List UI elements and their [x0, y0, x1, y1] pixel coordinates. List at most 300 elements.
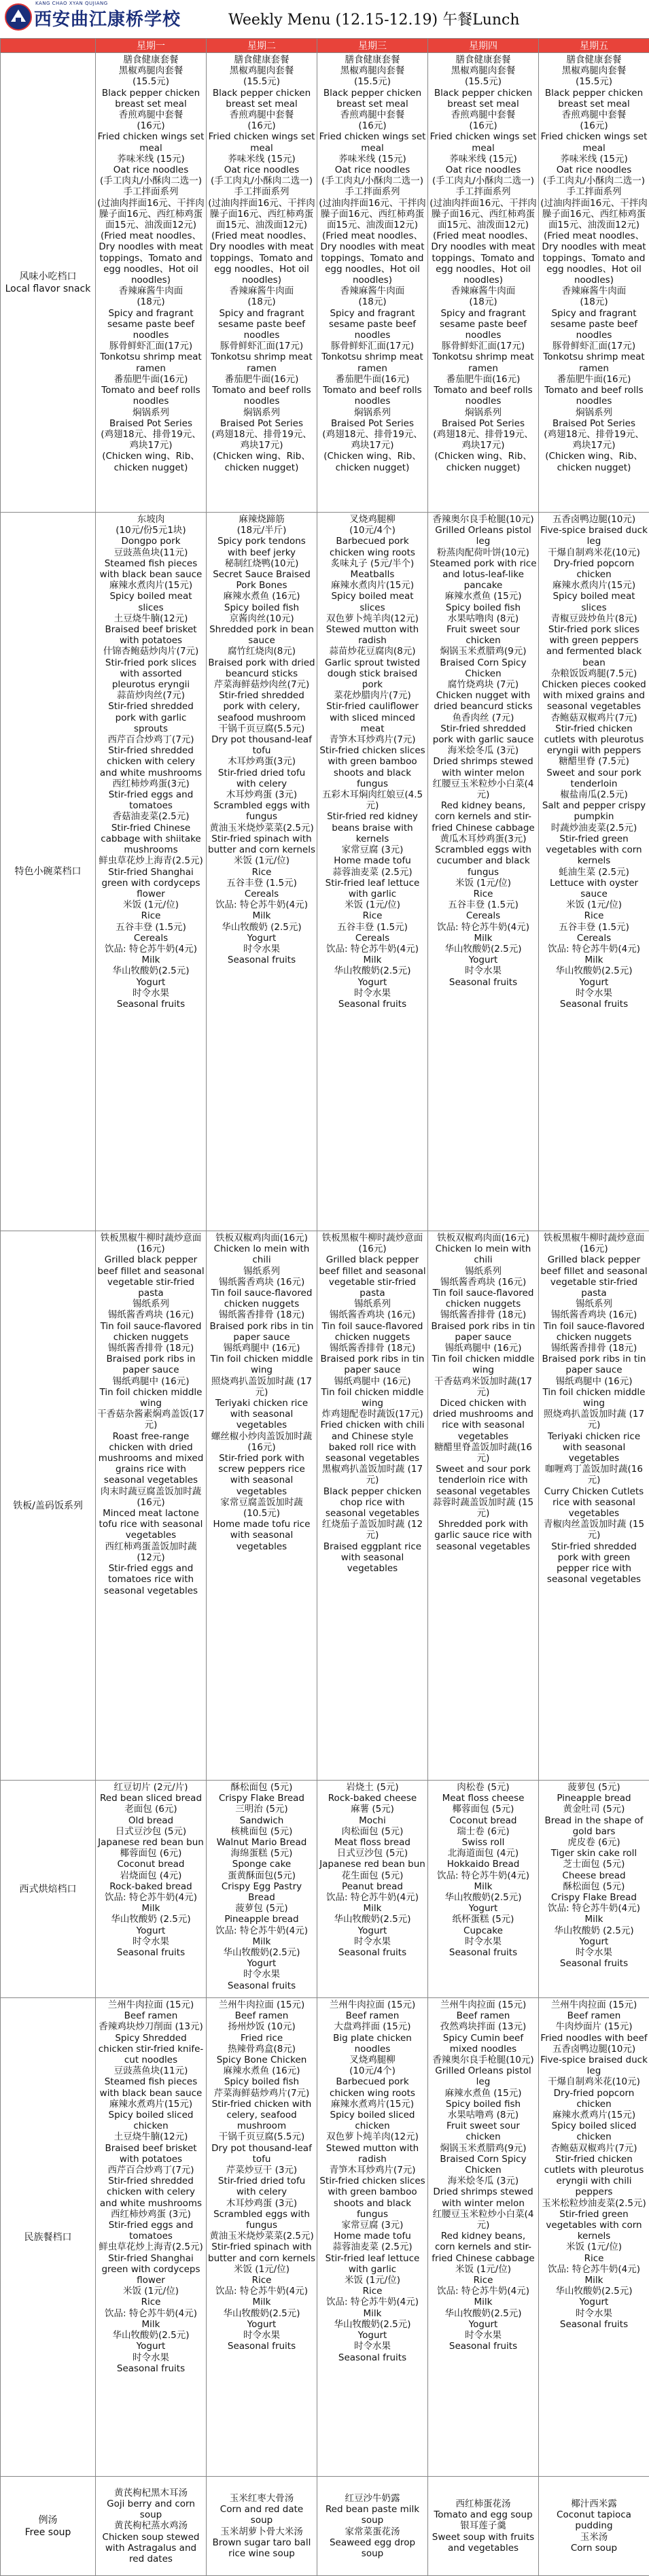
- menu-item-line: Grilled Orleans pistol leg: [435, 2065, 531, 2088]
- menu-item-line: Red kidney beans, corn kernels and stir-fried Chinese cabbage: [432, 800, 535, 834]
- menu-item-line: Stir-fried spinach with butter and corn kernels: [208, 833, 315, 856]
- menu-item-line: Milk: [363, 1903, 382, 1914]
- menu-item-line: Tonkotsu shrimp meat ramen: [100, 351, 202, 374]
- menu-item-line: 麻薯 (5元): [351, 1804, 394, 1815]
- menu-item-line: Braised beef brisket with potatoes: [105, 624, 197, 647]
- menu-item-line: 锡纸鸡腿中 (16元): [334, 1375, 411, 1387]
- menu-item-line: Tomato and beef rolls noodles: [212, 385, 311, 407]
- menu-item-line: Braised Corn Spicy Chicken: [440, 657, 527, 679]
- menu-item-line: (Chicken wing、Rib、chicken nugget): [545, 451, 643, 473]
- menu-cell: [317, 513, 428, 1231]
- menu-item-line: 牛肉炒面片 (15元): [555, 2021, 633, 2033]
- menu-item-line: Rice: [141, 910, 161, 922]
- menu-item-line: 青笋木耳炒鸡片(7元): [329, 734, 416, 746]
- menu-item-line: 水果咕噜肉 (8元): [447, 613, 519, 624]
- menu-item-line: Chicken pieces cooked with mixed grains and seasonal vegetables: [542, 679, 646, 712]
- menu-item-line: 饮品: 特仑苏牛奶(4元): [105, 2307, 197, 2319]
- menu-item-line: Tiger skin cake roll: [550, 1848, 637, 1859]
- menu-item-line: 三明治 (5元): [235, 1804, 288, 1815]
- menu-item-line: 红腰豆玉米粒炒小白菜(4元): [432, 778, 534, 801]
- menu-item-line: 米饭 (1元/位): [566, 2242, 622, 2253]
- menu-item-line: 华山牧酸奶(2.5元): [555, 965, 633, 977]
- menu-item-line: (16元): [247, 120, 276, 132]
- menu-item-line: Chicken nugget with dried beancurd sticks: [434, 690, 533, 712]
- menu-item-line: Milk: [474, 932, 493, 944]
- menu-item-line: 饮品: 特仑苏牛奶(4元): [215, 2286, 308, 2297]
- menu-item-line: (鸡翅18元、排骨19元、鸡块17元): [211, 428, 312, 451]
- menu-item-line: 椰蓉面包 (5元): [452, 1804, 514, 1815]
- menu-item-line: 香煎鸡腿中套餐: [340, 109, 405, 121]
- menu-item-line: Spicy boiled sliced chicken: [108, 2110, 194, 2132]
- menu-item-line: 手工拌面系列: [345, 186, 400, 198]
- station-row: [1, 1781, 649, 1998]
- menu-item-line: Beef ramen: [456, 2010, 510, 2022]
- menu-item-line: Seaweed egg drop soup: [329, 2537, 416, 2559]
- menu-item-line: Seasonal fruits: [338, 1947, 407, 1959]
- school-name: 西安曲江康桥学校: [34, 10, 181, 30]
- menu-item-line: 香煎鸡腿中套餐: [451, 109, 516, 121]
- menu-cell: [539, 1998, 649, 2477]
- menu-item-line: (鸡翅18元、排骨19元、鸡块17元): [101, 428, 201, 451]
- menu-item-line: 蒜蓉时蔬盖饭加时蔬 (15元): [432, 1496, 534, 1519]
- menu-item-line: 干爆自制鸡米花(10元): [548, 547, 640, 558]
- menu-item-line: 兰州牛肉拉面 (15元): [440, 1999, 527, 2010]
- menu-item-line: 粉蒸肉配荷叶饼(10元): [437, 547, 529, 558]
- menu-item-line: 焖锅系列: [133, 407, 169, 418]
- menu-item-line: Barbecued pork chicken wing roots: [330, 536, 415, 558]
- menu-item-line: Braised pork ribs in tin paper sauce: [320, 1354, 425, 1376]
- menu-item-line: Stir-fried green vegetables with corn kernels: [546, 2208, 642, 2242]
- menu-item-line: Seasonal fruits: [559, 1958, 629, 1970]
- menu-item-line: Stir-fried chicken with celery, seafood mushroom: [211, 2098, 312, 2132]
- station-row: [1, 1231, 649, 1781]
- menu-item-line: 热辣骨鸡盒(8元): [227, 2043, 296, 2055]
- menu-item-line: 豚骨鲜虾汇面(17元): [220, 341, 304, 352]
- menu-item-line: 杏鲍菇双椒鸡片(7元): [550, 712, 637, 723]
- menu-item-line: 锡纸酱香排骨 (18元): [550, 1343, 637, 1354]
- menu-item-line: Stewed mutton with radish: [326, 2142, 419, 2165]
- menu-item-line: Steamed fish pieces with black bean sauce: [99, 557, 203, 581]
- menu-item-line: 麻辣水煮鸡片(15元): [552, 2110, 636, 2121]
- menu-item-line: 酥松面包 (5元): [563, 1881, 625, 1892]
- menu-item-line: 荞味米线 (15元): [560, 153, 628, 165]
- menu-cell: [96, 2477, 207, 2576]
- menu-item-line: Big plate chicken noodles: [333, 2032, 412, 2055]
- station-label: [1, 1781, 96, 1998]
- day-header: 星期五: [539, 39, 649, 53]
- menu-item-line: Lettuce with oyster sauce: [549, 877, 639, 899]
- menu-item-line: 饮品: 特仑苏牛奶(4元): [437, 1870, 529, 1881]
- menu-item-line: Seasonal fruits: [227, 1980, 296, 1991]
- menu-item-line: Fruit sweet sour chicken: [446, 624, 520, 647]
- menu-item-line: 京酱肉丝(10元): [229, 613, 294, 624]
- menu-item-line: Yogurt: [136, 1925, 166, 1936]
- menu-item-line: 黑椒鸡腿肉套餐: [229, 65, 294, 77]
- menu-item-line: Grilled black pepper beef fillet and seasonal vegetable stir-fried pasta: [540, 1254, 648, 1299]
- menu-item-line: 五谷丰登 (1.5元): [337, 921, 408, 933]
- menu-item-line: Stir-fried spinach with butter and corn kernels: [208, 2242, 315, 2264]
- menu-item-line: Corn and red date soup: [220, 2504, 304, 2526]
- menu-item-line: Mochi: [359, 1815, 386, 1826]
- menu-item-line: Milk: [584, 1914, 603, 1925]
- menu-item-line: Barbecued pork chicken wing roots: [330, 2076, 415, 2099]
- menu-item-line: Grilled Orleans pistol leg: [435, 525, 531, 547]
- menu-item-line: 纸杯蛋糕 (5元): [452, 1914, 514, 1925]
- menu-item-line: Beef ramen: [124, 2010, 178, 2022]
- station-label-line: 铁板/盖码饭系列: [13, 1500, 83, 1511]
- menu-item-line: Japanese red bean bun: [319, 1859, 425, 1870]
- menu-item-line: 手工拌面系列: [566, 186, 622, 198]
- menu-item-line: 时令水果: [465, 2330, 502, 2341]
- menu-item-line: 时令水果: [354, 987, 391, 999]
- menu-item-line: 五谷丰登 (1.5元): [226, 877, 297, 889]
- menu-item-line: 时令水果: [133, 1936, 169, 1947]
- menu-item-line: 锡纸鸡腿中 (16元): [223, 1343, 300, 1354]
- menu-cell: [96, 513, 207, 1231]
- menu-item-line: Rice: [584, 2252, 604, 2264]
- menu-item-line: Tonkotsu shrimp meat ramen: [432, 351, 534, 374]
- menu-item-line: 锡纸鸡腿中 (16元): [444, 1343, 522, 1354]
- day-header: 星期一: [96, 39, 207, 53]
- menu-item-line: 华山牧酸奶 (2.5元): [554, 1925, 634, 1936]
- menu-item-line: Braised Pot Series: [220, 417, 304, 429]
- menu-item-line: 饮品: 特仑苏牛奶(4元): [548, 943, 640, 955]
- menu-item-line: 锡纸系列: [354, 1299, 391, 1310]
- menu-item-line: Crispy Flake Bread: [219, 1793, 304, 1804]
- menu-item-line: Braised Pot Series: [441, 417, 525, 429]
- menu-item-line: Grilled black pepper beef fillet and seasonal vegetable stir-fried pasta: [319, 1254, 426, 1299]
- menu-item-line: Old bread: [128, 1815, 174, 1826]
- menu-item-line: Goji berry and corn soup: [107, 2498, 195, 2521]
- menu-item-line: 炸鸡翅配卷时蔬饭(17元): [321, 1409, 423, 1420]
- menu-item-line: 酥松面包 (5元): [230, 1782, 293, 1793]
- menu-item-line: Scrambled eggs with cucumber and black fungus: [435, 844, 531, 878]
- menu-item-line: 米饭 (1元/位): [234, 2263, 290, 2275]
- menu-item-line: Fried chicken wings set meal: [429, 131, 537, 154]
- menu-item-line: 香辣麻酱牛肉面: [561, 286, 627, 297]
- menu-item-line: 麻辣水煮鸡片(15元): [330, 2098, 415, 2110]
- menu-item-line: 华山牧酸奶(2.5元): [555, 2286, 633, 2297]
- menu-cell: [317, 1231, 428, 1781]
- menu-item-line: Stir-fried shredded pork with garlic sprouts: [108, 701, 194, 734]
- menu-item-line: 五谷丰登 (1.5元): [448, 899, 519, 911]
- menu-item-line: 家常豆腐 (3元): [341, 2220, 404, 2231]
- menu-item-line: Spicy boiled fish: [445, 602, 521, 613]
- menu-item-line: 玉米汤: [580, 2531, 608, 2543]
- menu-item-line: 蒜蓉油麦菜 (2.5元): [332, 866, 413, 878]
- menu-item-line: 日式豆沙包 (5元): [336, 1848, 408, 1859]
- menu-item-line: (手工肉丸/小酥肉二选一): [432, 175, 535, 187]
- day-header: 星期二: [207, 39, 317, 53]
- menu-item-line: Spicy boiled meat slices: [331, 591, 414, 613]
- menu-item-line: (鸡翅18元、排骨19元、鸡块17元): [322, 428, 423, 451]
- menu-item-line: Scrambled eggs with fungus: [213, 800, 310, 823]
- menu-item-line: Cereals: [355, 932, 390, 944]
- menu-item-line: Tonkotsu shrimp meat ramen: [211, 351, 313, 374]
- menu-item-line: 糖醋里脊盖饭加时蔬(16元): [434, 1441, 532, 1464]
- menu-item-line: 糖醋里脊 (7.5元): [559, 756, 629, 768]
- menu-item-line: 米饭 (1元/位): [566, 899, 622, 911]
- menu-item-line: Rock-baked cheese: [328, 1793, 417, 1804]
- menu-item-line: (18元): [247, 296, 276, 308]
- menu-item-line: Stir-fried Shanghai green with cordyceps flower: [101, 2252, 200, 2286]
- menu-cell: [207, 1231, 317, 1781]
- menu-item-line: 饮品: 特仑苏牛奶(4元): [105, 1892, 197, 1904]
- menu-item-line: Curry Chicken Cutlets rice with seasonal vegetables: [544, 1486, 644, 1519]
- menu-item-line: 腐竹烧鸡块 (7元): [447, 679, 519, 691]
- menu-item-line: Seasonal fruits: [449, 1947, 518, 1959]
- menu-item-line: 华山牧酸奶(2.5元): [444, 1892, 522, 1904]
- menu-item-line: Spicy boiled sliced chicken: [330, 2110, 415, 2132]
- menu-item-line: 炙味丸子 (5元/半个): [330, 557, 415, 569]
- menu-item-line: 锡纸系列: [133, 1299, 169, 1310]
- menu-item-line: Oat rice noodles: [224, 165, 300, 176]
- menu-item-line: 核桃面包 (5元): [230, 1825, 293, 1837]
- menu-item-line: Stir-fried red kidney beans braise with kernels: [327, 811, 418, 844]
- menu-item-line: 米饭 (1元/位): [455, 2263, 511, 2275]
- menu-item-line: 五彩木耳焖肉红娘豆(4.5元): [321, 789, 423, 812]
- menu-item-line: 西芹百合炒鸡丁(7元): [107, 2165, 194, 2176]
- menu-item-line: 饮品: 特仑苏牛奶(4元): [215, 1925, 308, 1936]
- menu-item-line: Teriyaki chicken rice with seasonal vegetables: [215, 1398, 309, 1431]
- menu-title: Weekly Menu (12.15-12.19) 午餐Lunch: [228, 12, 520, 29]
- menu-item-line: Dongpo pork: [121, 536, 181, 547]
- menu-item-line: Tonkotsu shrimp meat ramen: [543, 351, 645, 374]
- station-label-line: 例汤: [38, 2514, 58, 2526]
- menu-item-line: Dry pot thousand-leaf tofu: [211, 2142, 312, 2165]
- menu-item-line: 玉米胡萝卜骨大米汤: [220, 2526, 303, 2537]
- menu-cell: [539, 2477, 649, 2576]
- menu-item-line: 鲜虫草花炒上海青(2.5元): [99, 2242, 203, 2253]
- menu-item-line: 芝士面包 (5元): [563, 1859, 625, 1870]
- menu-item-line: Sweet and sour pork tenderloin rice with seasonal vegetables: [436, 1464, 531, 1497]
- menu-item-line: 干香菇鸡米饭加时蔬(17元): [434, 1375, 532, 1398]
- menu-item-line: Stir-fried chicken slices with green bamboo shoots and black fungus: [319, 2176, 425, 2220]
- menu-item-line: Stir-fried pork slices with green peppers and fermented black bean: [546, 624, 642, 668]
- menu-cell: [428, 1998, 539, 2477]
- menu-item-line: Tonkotsu shrimp meat ramen: [321, 351, 423, 374]
- menu-item-line: 华山牧酸奶(2.5元): [223, 1947, 300, 1959]
- menu-item-line: (Fried meat noodles、Dry noodles with meat toppings、Tomato and egg noodles、Hot oil noodles): [209, 230, 314, 286]
- menu-item-line: (18元): [469, 296, 497, 308]
- menu-item-line: 蒜蓉油麦菜 (2.5元): [332, 2242, 413, 2253]
- menu-item-line: 咖喱鸡丁盖饭加时蔬(16元): [545, 1464, 643, 1486]
- menu-item-line: 岩烧土 (5元): [346, 1782, 399, 1793]
- menu-header: [0, 0, 649, 39]
- menu-cell: [317, 2477, 428, 2576]
- menu-item-line: Stir-fried Chinese cabbage with shiitake mushrooms: [101, 822, 201, 856]
- station-label-line: 风味小吃档口: [19, 271, 77, 282]
- menu-cell: [207, 53, 317, 513]
- menu-item-line: 杂粮饭饭鸡腿(7.5元): [550, 668, 637, 679]
- menu-item-line: 土豆烧牛腩(12元): [113, 613, 188, 624]
- menu-item-line: Seasonal fruits: [116, 998, 186, 1010]
- menu-item-line: Tin foil chicken middle wing: [210, 1354, 313, 1376]
- menu-item-line: (手工肉丸/小酥肉二选一): [99, 175, 203, 187]
- menu-item-line: (过油肉拌面16元、干拌肉臊子面16元、西红柿鸡蛋面15元、油泼面12元): [540, 197, 648, 231]
- menu-item-line: 芹菜炒豆干 (3元): [226, 2165, 298, 2176]
- menu-item-line: 红豆沙牛奶露: [345, 2492, 400, 2504]
- menu-item-line: Yogurt: [136, 2341, 166, 2352]
- menu-item-line: 家常豆腐盖饭加时蔬 (10.5元): [220, 1496, 303, 1519]
- menu-item-line: 麻辣烧蹄筋: [239, 514, 285, 525]
- menu-item-line: 鲜虫草花炒上海青(2.5元): [99, 855, 203, 867]
- menu-item-line: Red bean paste milk soup: [325, 2504, 420, 2526]
- school-name-en: KANG CHAO XYAN QUJIANG: [35, 1, 108, 6]
- menu-item-line: (18元/半斤): [236, 525, 287, 536]
- menu-item-line: Yogurt: [468, 2318, 498, 2330]
- menu-item-line: (16元): [358, 120, 387, 132]
- menu-item-line: (10元/份5元1块): [116, 525, 186, 536]
- menu-item-line: Garlic sprout twisted dough stick braised pork: [324, 657, 421, 691]
- menu-item-line: 黄芪枸杞蒸水鸡汤: [114, 2520, 188, 2532]
- menu-item-line: 青笋木耳炒鸡片(7元): [329, 2165, 416, 2176]
- menu-item-line: 时令水果: [243, 2330, 280, 2341]
- menu-item-line: Sandwich: [239, 1815, 284, 1826]
- menu-item-line: 鱼香肉丝 (7元): [452, 712, 514, 723]
- menu-item-line: Braised Pot Series: [330, 417, 415, 429]
- menu-item-line: 锡纸酱香排骨 (18元): [218, 1309, 305, 1321]
- menu-item-line: 锡纸鸡腿中 (16元): [112, 1375, 190, 1387]
- station-label-line: Free soup: [24, 2526, 71, 2538]
- menu-item-line: Yogurt: [468, 955, 498, 966]
- menu-item-line: Diced chicken with dried mushrooms and rice with seasonal vegetables: [433, 1398, 533, 1442]
- menu-item-line: Seasonal fruits: [116, 1947, 186, 1959]
- menu-item-line: Swiss roll: [461, 1837, 505, 1849]
- menu-item-line: Black pepper chicken breast set meal: [434, 87, 533, 109]
- menu-item-line: Spicy boiled fish: [224, 602, 300, 613]
- menu-item-line: Tin foil sauce-flavored chicken nuggets: [100, 1320, 202, 1343]
- menu-cell: [428, 2477, 539, 2576]
- menu-item-line: Stir-fried Shanghai green with cordyceps flower: [101, 866, 200, 899]
- menu-item-line: Five-spice braised duck leg: [540, 2055, 648, 2077]
- menu-item-line: 海米烩冬瓜 (3元): [447, 2176, 519, 2187]
- menu-item-line: 锡纸酱香鸡块 (16元): [107, 1309, 194, 1321]
- menu-item-line: Rice: [362, 2286, 383, 2297]
- menu-item-line: Home made tofu: [334, 2231, 411, 2242]
- menu-item-line: Meatballs: [350, 569, 395, 581]
- menu-item-line: 土豆烧牛腩(12元): [113, 2131, 188, 2143]
- menu-item-line: 锡纸酱香鸡块 (16元): [218, 1276, 305, 1288]
- menu-item-line: Braised pork ribs in tin paper sauce: [431, 1320, 536, 1343]
- menu-item-line: (16元): [469, 120, 497, 132]
- menu-item-line: 干锅千页豆腐(5.5元): [218, 723, 305, 734]
- menu-item-line: 香辣麻酱牛肉面: [451, 286, 516, 297]
- menu-item-line: 蛋黄酥面包(5元): [227, 1870, 296, 1881]
- menu-item-line: 肉松面包 (5元): [341, 1825, 404, 1837]
- menu-item-line: 干香菇杂酱素焖鸡盖饭(17元): [97, 1409, 205, 1431]
- menu-item-line: Seasonal fruits: [227, 955, 296, 966]
- day-header: 星期四: [428, 39, 539, 53]
- menu-cell: [96, 1781, 207, 1998]
- menu-item-line: Stir-fried leaf lettuce with garlic: [325, 877, 420, 899]
- menu-item-line: Spicy and fragrant sesame paste beef noodles: [550, 307, 638, 341]
- menu-item-line: 豆豉蒸鱼块(11元): [113, 2065, 188, 2077]
- menu-item-line: Tomato and beef rolls noodles: [101, 385, 200, 407]
- menu-item-line: Black pepper chicken breast set meal: [323, 87, 422, 109]
- menu-item-line: Coconut bread: [117, 1859, 185, 1870]
- menu-item-line: 铁板黑椒牛柳时蔬炒意面(16元): [100, 1233, 202, 1255]
- menu-item-line: Sweet soup with fruits and vegetables: [432, 2531, 535, 2554]
- menu-item-line: 铁板黑椒牛柳时蔬炒意面(16元): [543, 1233, 645, 1255]
- menu-item-line: 饮品: 特仑苏牛奶(4元): [215, 899, 308, 911]
- menu-item-line: (Chicken wing、Rib、chicken nugget): [434, 451, 532, 473]
- day-header-row: [1, 39, 649, 53]
- menu-item-line: Milk: [141, 1903, 160, 1914]
- menu-item-line: Minced meat lactone tofu rice with seasonal vegetables: [99, 1508, 203, 1541]
- menu-item-line: 西红柿蛋花汤: [455, 2498, 511, 2509]
- menu-item-line: 玉米松粒炒油麦菜(2.5元): [542, 2197, 646, 2209]
- menu-item-line: Fried rice: [240, 2032, 283, 2044]
- menu-item-line: 焖锅系列: [354, 407, 391, 418]
- menu-item-line: 老面包 (6元): [124, 1804, 177, 1815]
- menu-item-line: 豆豉蒸鱼块(11元): [113, 547, 188, 558]
- menu-item-line: 瑞士卷 (6元): [457, 1825, 510, 1837]
- menu-item-line: 花生面包 (5元): [341, 1870, 404, 1881]
- menu-item-line: 锡纸系列: [576, 1299, 612, 1310]
- menu-item-line: Stir-fried eggs and tomatoes: [108, 789, 194, 812]
- menu-item-line: (手工肉丸/小酥肉二选一): [321, 175, 424, 187]
- menu-item-line: 时令水果: [576, 987, 612, 999]
- menu-cell: [539, 513, 649, 1231]
- menu-item-line: Dry-fried popcorn chicken: [553, 2087, 635, 2110]
- menu-item-line: Chicken lo mein with chili: [435, 1243, 531, 1266]
- menu-item-line: Seasonal fruits: [338, 998, 407, 1010]
- menu-item-line: Beef ramen: [234, 2010, 289, 2022]
- menu-item-line: Braised beef brisket with potatoes: [105, 2142, 197, 2165]
- menu-item-line: Walnut Mario Bread: [216, 1837, 307, 1849]
- menu-item-line: Stir-fried shredded chicken with celery and white mushrooms: [99, 2176, 203, 2209]
- menu-item-line: Yogurt: [579, 2297, 609, 2308]
- menu-item-line: Seasonal fruits: [559, 998, 629, 1010]
- menu-item-line: 时令水果: [465, 1936, 502, 1947]
- menu-item-line: 焖锅系列: [243, 407, 280, 418]
- menu-item-line: Stir-fried eggs and tomatoes rice with seasonal vegetables: [103, 1563, 198, 1596]
- menu-item-line: 豚骨鲜虾汇面(17元): [552, 341, 636, 352]
- menu-item-line: (10元/4个): [349, 525, 396, 536]
- menu-item-line: 家常菜蛋花汤: [345, 2526, 400, 2537]
- menu-item-line: 叉烧鸡腿柳: [349, 2055, 396, 2066]
- menu-item-line: Yogurt: [468, 1903, 498, 1914]
- menu-item-line: Braised Corn Spicy Chicken: [440, 2153, 527, 2176]
- menu-item-line: 麻辣水煮肉片(15元): [330, 580, 415, 591]
- menu-item-line: 杏鲍菇双椒鸡片(7元): [550, 2142, 637, 2154]
- menu-item-line: Fried chicken wings set meal: [319, 131, 426, 154]
- menu-item-line: 膳食健康套餐: [123, 54, 179, 65]
- menu-item-line: 肉松卷 (5元): [457, 1782, 510, 1793]
- menu-item-line: 膳食健康套餐: [234, 54, 290, 65]
- menu-item-line: 香辣麻酱牛肉面: [229, 286, 294, 297]
- menu-item-line: Meat floss bread: [334, 1837, 410, 1849]
- menu-item-line: Dried shrimps stewed with winter melon: [433, 2186, 533, 2209]
- menu-item-line: 香辣鸡块炒刀削面 (13元): [99, 2021, 203, 2033]
- menu-item-line: 锡纸系列: [243, 1265, 280, 1277]
- station-label: [1, 1998, 96, 2477]
- menu-item-line: 黑椒鸡腿肉套餐: [118, 65, 183, 77]
- menu-item-line: Corn soup: [570, 2542, 618, 2554]
- menu-item-line: (15.5元): [575, 76, 613, 88]
- menu-item-line: 香辣麻酱牛肉面: [340, 286, 405, 297]
- menu-item-line: (过油肉拌面16元、干拌肉臊子面16元、西红柿鸡蛋面15元、油泼面12元): [208, 197, 315, 231]
- menu-item-line: Seasonal fruits: [116, 2363, 186, 2374]
- menu-item-line: (鸡翅18元、排骨19元、鸡块17元): [544, 428, 644, 451]
- school-logo-icon: [4, 3, 33, 31]
- menu-item-line: 铁板黑椒牛柳时蔬炒意面(16元): [321, 1233, 423, 1255]
- menu-item-line: Yogurt: [247, 932, 277, 944]
- menu-item-line: 麻辣水煮鱼 (16元): [223, 591, 300, 602]
- menu-cell: [428, 1231, 539, 1781]
- menu-item-line: Pineapple bread: [224, 1914, 299, 1925]
